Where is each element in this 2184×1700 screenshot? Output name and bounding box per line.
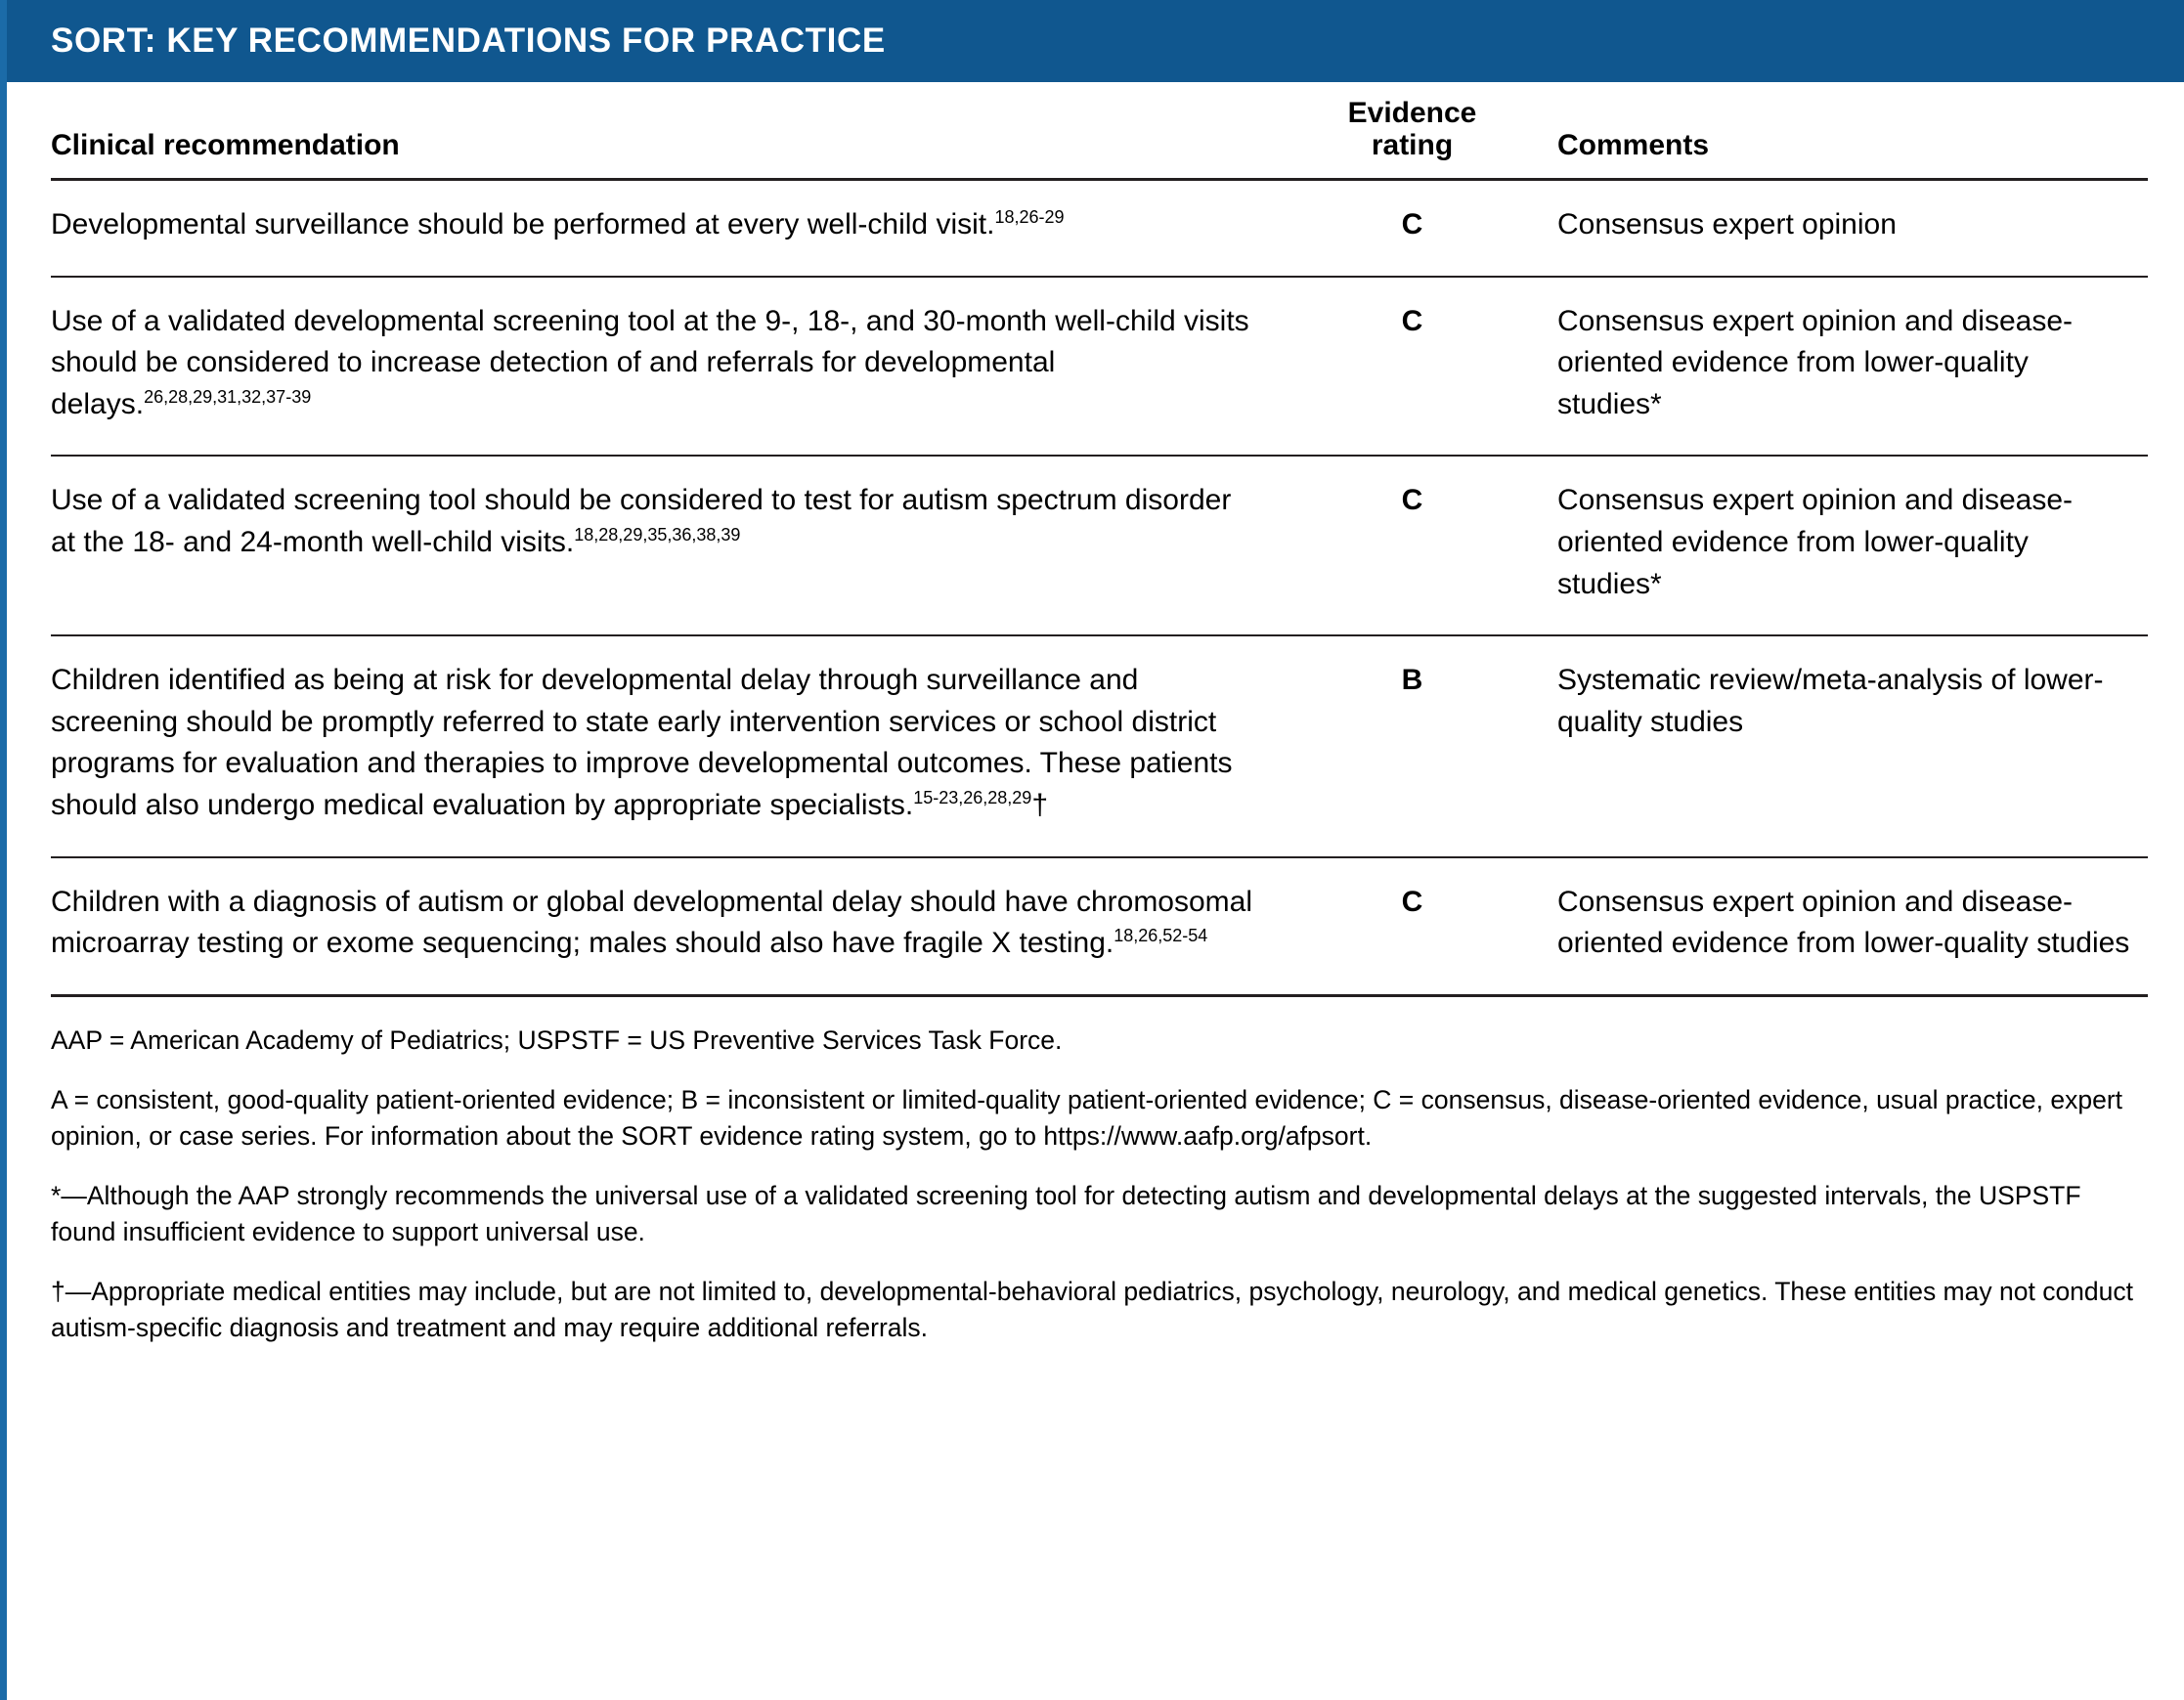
table-body	[51, 180, 2148, 996]
cell-recommendation	[51, 180, 1302, 277]
table-row	[51, 277, 2148, 457]
column-header-recommendation: Clinical recommendation	[51, 82, 1302, 180]
table-row	[51, 635, 2148, 856]
recommendation-text: Children with a diagnosis of autism or global developmental delay should have chromosomal microarray testing or exome sequencing; males should also have fragile X testing.	[51, 885, 1253, 960]
recommendation-references: 15-23,26,28,29	[913, 787, 1032, 807]
cell-recommendation	[51, 456, 1302, 635]
column-header-evidence-rating-line2: rating	[1371, 129, 1454, 162]
recommendation-references: 18,26-29	[994, 207, 1065, 227]
recommendation-text: Use of a validated developmental screening tool at the 9-, 18-, and 30-month well-child visits should be considered to increase detection of and referrals for developmental delays.	[51, 304, 1249, 420]
recommendation-text: Children identified as being at risk for developmental delay through surveillance and screening should be promptly referred to state early intervention services or school district programs for evaluation and therapies to improve developmental outcomes. These patients should also undergo medical evaluation by appropriate specialists.	[51, 664, 1233, 821]
table-container	[7, 82, 2184, 997]
column-header-evidence-rating	[1302, 82, 1522, 180]
footnotes-section	[7, 997, 2184, 1347]
cell-recommendation	[51, 277, 1302, 457]
cell-evidence-rating: C	[1302, 456, 1522, 635]
sort-table	[51, 82, 2148, 997]
cell-evidence-rating: C	[1302, 180, 1522, 277]
column-header-comments: Comments	[1522, 82, 2148, 180]
table-row	[51, 857, 2148, 996]
page-title: SORT: KEY RECOMMENDATIONS FOR PRACTICE	[51, 22, 886, 60]
cell-evidence-rating: C	[1302, 857, 1522, 996]
cell-recommendation	[51, 635, 1302, 856]
cell-comments: Consensus expert opinion and disease-oriented evidence from lower-quality studies*	[1522, 277, 2148, 457]
footnote: †—Appropriate medical entities may include, but are not limited to, developmental-behavioral pediatrics, psychology, neurology, and medical genetics. These entities may not conduct autism-specific diagnosis and treatment and may require additional referrals.	[51, 1277, 2134, 1343]
footnote: *—Although the AAP strongly recommends the universal use of a validated screening tool for detecting autism and developmental delays at the suggested intervals, the USPSTF found insufficient evidence to support universal use.	[51, 1181, 2081, 1247]
table-header-row	[51, 82, 2148, 180]
recommendation-references: 26,28,29,31,32,37-39	[144, 386, 312, 407]
recommendation-footnote-marker: †	[1031, 788, 1048, 821]
footnote: AAP = American Academy of Pediatrics; USPSTF = US Preventive Services Task Force.	[51, 1024, 1063, 1055]
cell-comments: Consensus expert opinion	[1522, 180, 2148, 277]
cell-evidence-rating: B	[1302, 635, 1522, 856]
cell-comments: Consensus expert opinion and disease-oriented evidence from lower-quality studies*	[1522, 456, 2148, 635]
footnote: A = consistent, good-quality patient-oriented evidence; B = inconsistent or limited-quality patient-oriented evidence; C = consensus, disease-oriented evidence, usual practice, expert opinion, or case series. For information about the SORT evidence rating system, go to https://www.aafp.org/afpsort.	[51, 1084, 2123, 1151]
cell-comments: Consensus expert opinion and disease-oriented evidence from lower-quality studies	[1522, 857, 2148, 996]
recommendation-text: Use of a validated screening tool should be considered to test for autism spectrum disorder at the 18- and 24-month well-child visits.	[51, 484, 1232, 558]
cell-recommendation	[51, 857, 1302, 996]
cell-evidence-rating: C	[1302, 277, 1522, 457]
table-row	[51, 180, 2148, 277]
recommendation-references: 18,28,29,35,36,38,39	[574, 524, 741, 545]
table-title-bar	[7, 0, 2184, 82]
table-header	[51, 82, 2148, 180]
recommendation-text: Developmental surveillance should be performed at every well-child visit.	[51, 208, 995, 240]
cell-comments: Systematic review/meta-analysis of lower-quality studies	[1522, 635, 2148, 856]
column-header-evidence-rating-line1: Evidence	[1347, 96, 1477, 129]
recommendation-references: 18,26,52-54	[1114, 926, 1208, 946]
table-row	[51, 456, 2148, 635]
